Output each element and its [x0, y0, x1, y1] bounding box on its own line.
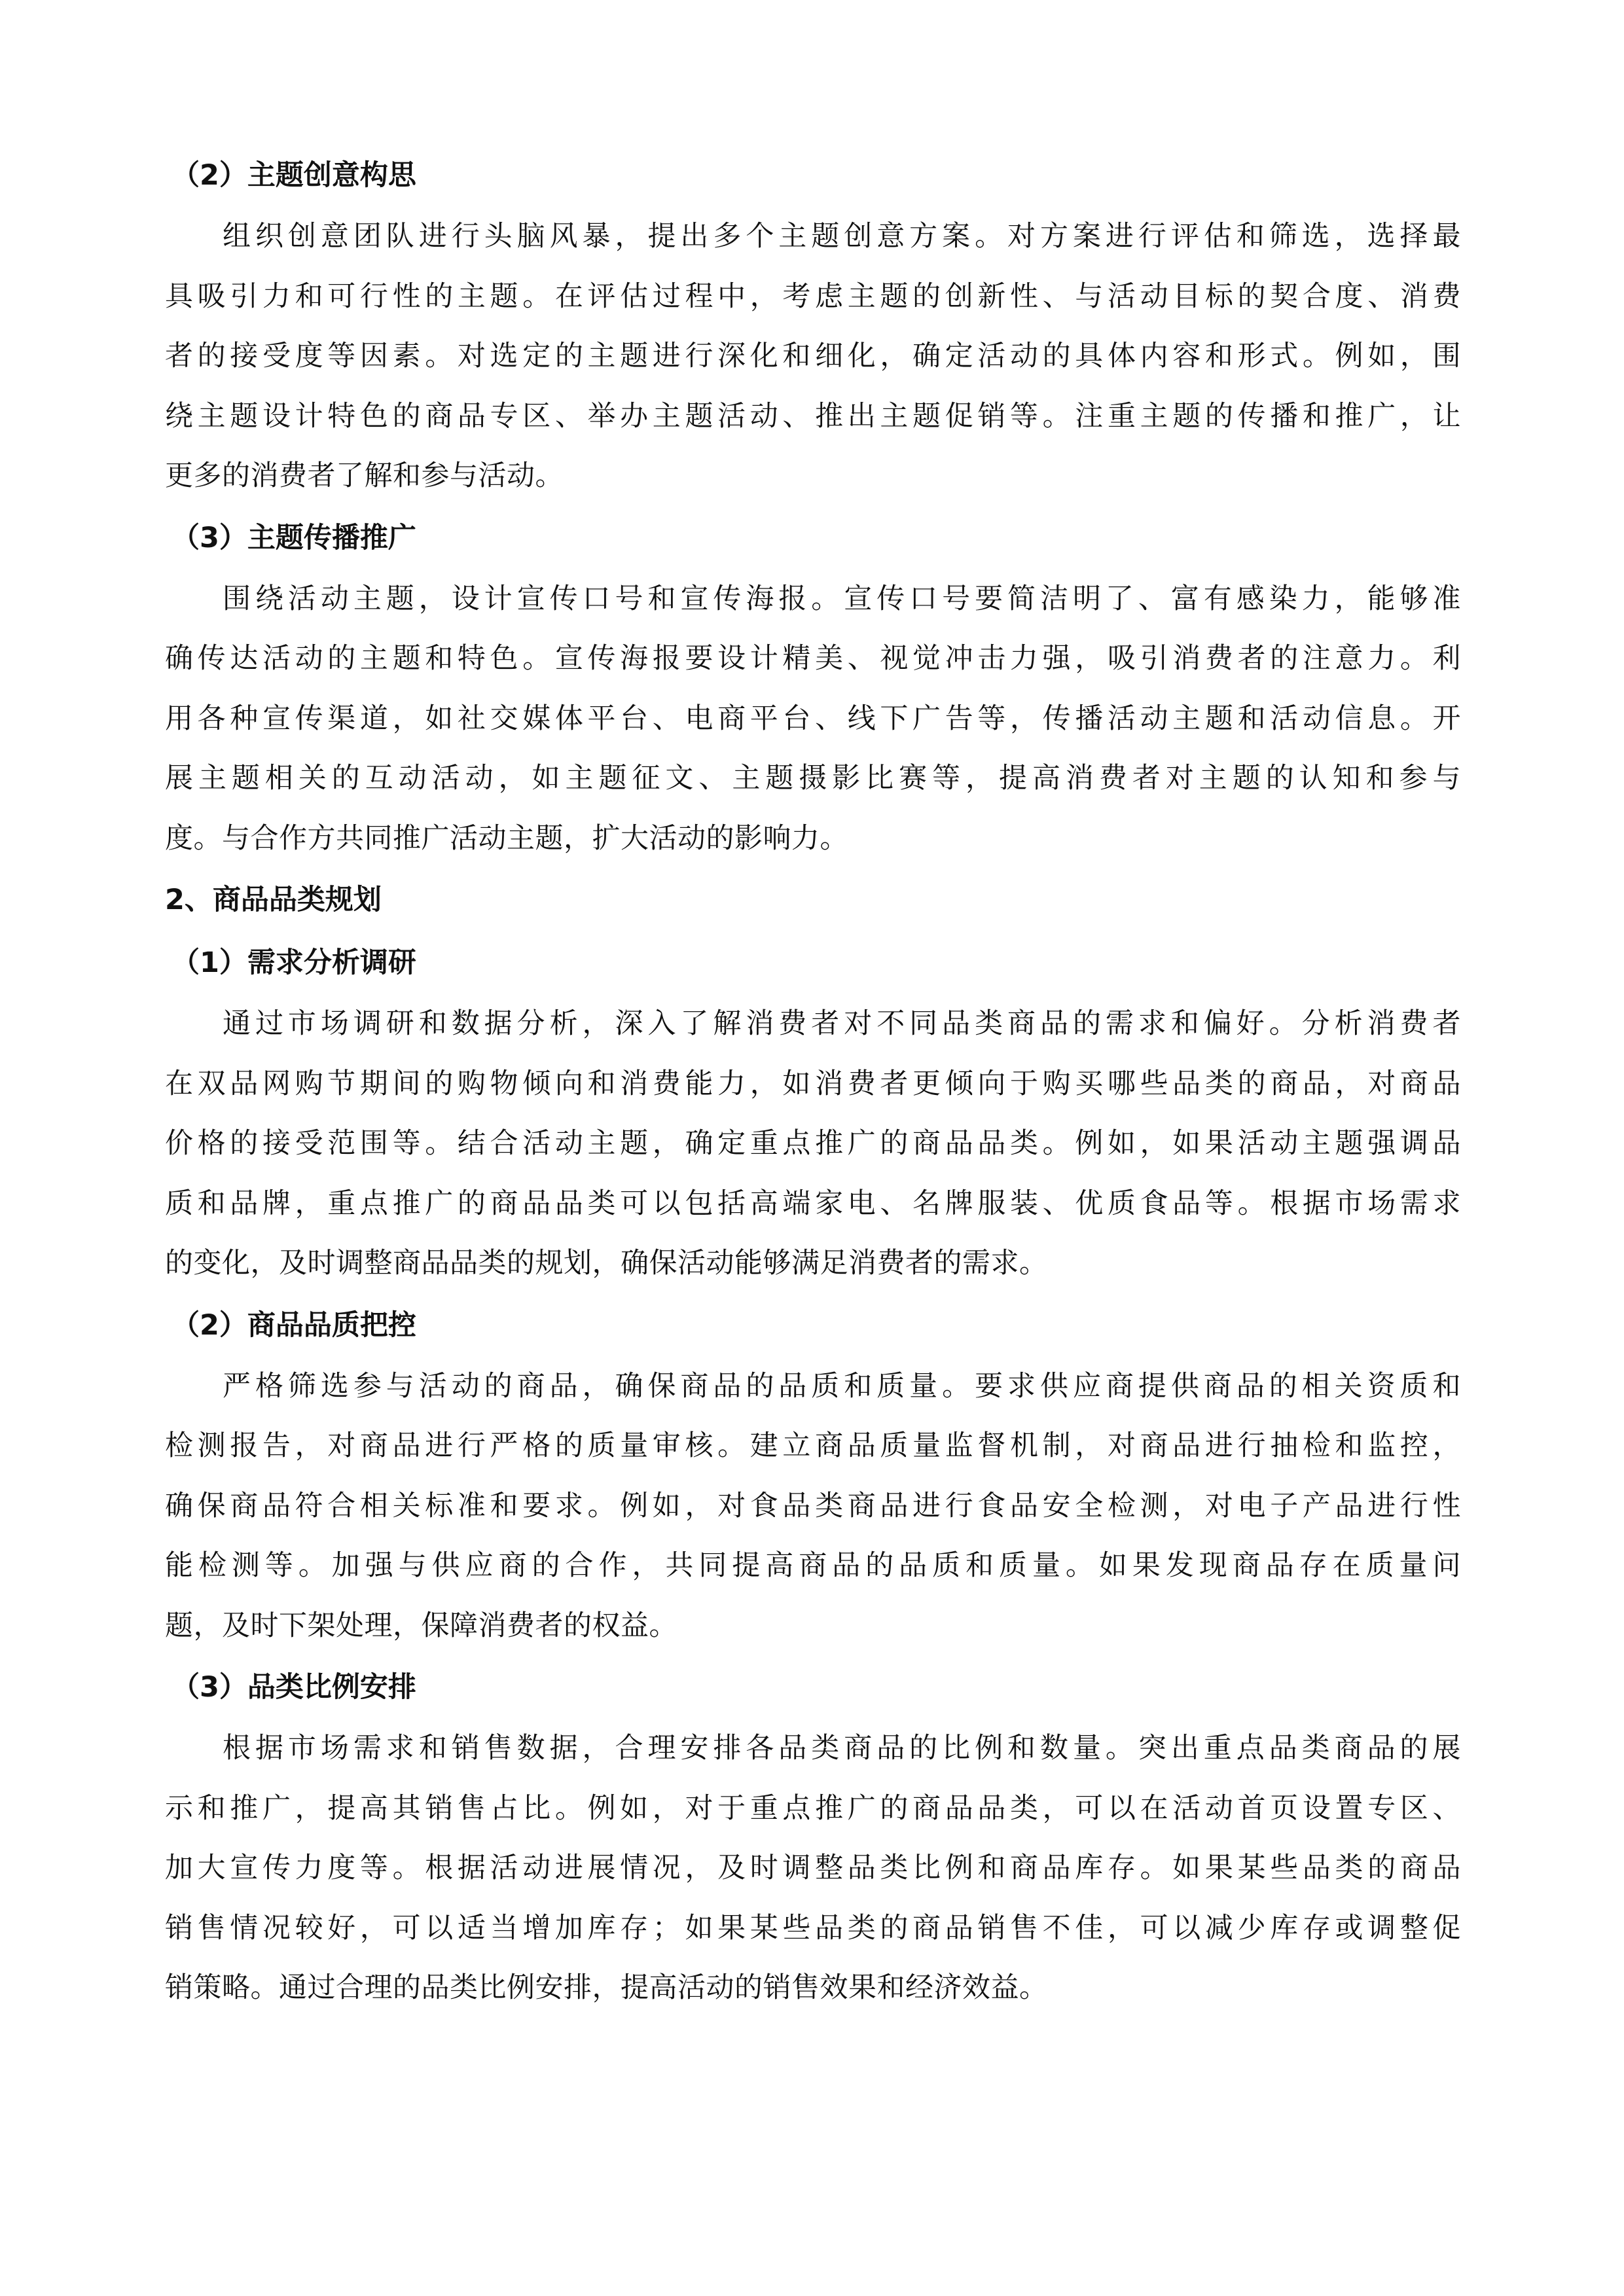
paragraph-line: 能检测等。加强与供应商的合作，共同提高商品的品质和质量。如果发现商品存在质量问 — [165, 1549, 1461, 1582]
paragraph-line: 质和品牌，重点推广的商品品类可以包括高端家电、名牌服装、优质食品等。根据市场需求 — [165, 1187, 1461, 1220]
paragraph-line: 用各种宣传渠道，如社交媒体平台、电商平台、线下广告等，传播活动主题和活动信息。开 — [165, 702, 1461, 735]
paragraph-line: 更多的消费者了解和参与活动。 — [165, 459, 564, 492]
paragraph-line: 的变化，及时调整商品品类的规划，确保活动能够满足消费者的需求。 — [165, 1247, 1048, 1280]
paragraph-line: 绕主题设计特色的商品专区、举办主题活动、推出主题促销等。注重主题的传播和推广，让 — [165, 399, 1461, 433]
paragraph-line: 确传达活动的主题和特色。宣传海报要设计精美、视觉冲击力强，吸引消费者的注意力。利 — [165, 642, 1461, 675]
subsection-heading: （3）品类比例安排 — [171, 1671, 416, 1704]
document-body — [165, 144, 1461, 2018]
paragraph-line: 示和推广，提高其销售占比。例如，对于重点推广的商品品类，可以在活动首页设置专区、 — [165, 1791, 1461, 1825]
paragraph-line: 价格的接受范围等。结合活动主题，确定重点推广的商品品类。例如，如果活动主题强调品 — [165, 1127, 1461, 1160]
paragraph-line: 检测报告，对商品进行严格的质量审核。建立商品质量监督机制，对商品进行抽检和监控， — [165, 1429, 1461, 1462]
paragraph-line: 者的接受度等因素。对选定的主题进行深化和细化，确定活动的具体内容和形式。例如，围 — [165, 340, 1461, 372]
paragraph — [165, 569, 1461, 869]
paragraph-line: 在双品网购节期间的购物倾向和消费能力，如消费者更倾向于购买哪些品类的商品，对商品 — [165, 1067, 1461, 1100]
paragraph — [165, 1719, 1461, 2018]
subsection-heading: （3）主题传播推广 — [171, 521, 416, 554]
paragraph-line: 严格筛选参与活动的商品，确保商品的品质和质量。要求供应商提供商品的相关资质和 — [223, 1369, 1461, 1403]
paragraph-line: 根据市场需求和销售数据，合理安排各品类商品的比例和数量。突出重点品类商品的展 — [223, 1732, 1461, 1765]
paragraph-line: 通过市场调研和数据分析，深入了解消费者对不同品类商品的需求和偏好。分析消费者 — [223, 1007, 1461, 1040]
paragraph-line: 具吸引力和可行性的主题。在评估过程中，考虑主题的创新性、与活动目标的契合度、消费 — [165, 279, 1461, 313]
section-heading: 2、商品品类规划 — [165, 884, 382, 916]
paragraph-line: 组织创意团队进行头脑风暴，提出多个主题创意方案。对方案进行评估和筛选，选择最 — [223, 220, 1461, 253]
paragraph-line: 度。与合作方共同推广活动主题，扩大活动的影响力。 — [165, 821, 848, 855]
paragraph-line: 围绕活动主题，设计宣传口号和宣传海报。宣传口号要简洁明了、富有感染力，能够准 — [223, 582, 1461, 615]
paragraph-line: 销售情况较好，可以适当增加库存；如果某些品类的商品销售不佳，可以减少库存或调整促 — [165, 1911, 1461, 1945]
paragraph — [165, 1357, 1461, 1657]
paragraph — [165, 994, 1461, 1294]
subsection-heading: （2）商品品质把控 — [171, 1308, 416, 1342]
paragraph-line: 确保商品符合相关标准和要求。例如，对食品类商品进行食品安全检测，对电子产品进行性 — [165, 1489, 1461, 1522]
paragraph — [165, 207, 1461, 507]
paragraph-line: 题，及时下架处理，保障消费者的权益。 — [165, 1609, 677, 1642]
subsection-heading: （2）主题创意构思 — [171, 159, 416, 192]
paragraph-line: 加大宣传力度等。根据活动进展情况，及时调整品类比例和商品库存。如果某些品类的商品 — [165, 1852, 1461, 1884]
paragraph-line: 销策略。通过合理的品类比例安排，提高活动的销售效果和经济效益。 — [165, 1971, 1048, 2004]
paragraph-line: 展主题相关的互动活动，如主题征文、主题摄影比赛等，提高消费者对主题的认知和参与 — [165, 762, 1461, 795]
subsection-heading: （1）需求分析调研 — [171, 946, 416, 979]
